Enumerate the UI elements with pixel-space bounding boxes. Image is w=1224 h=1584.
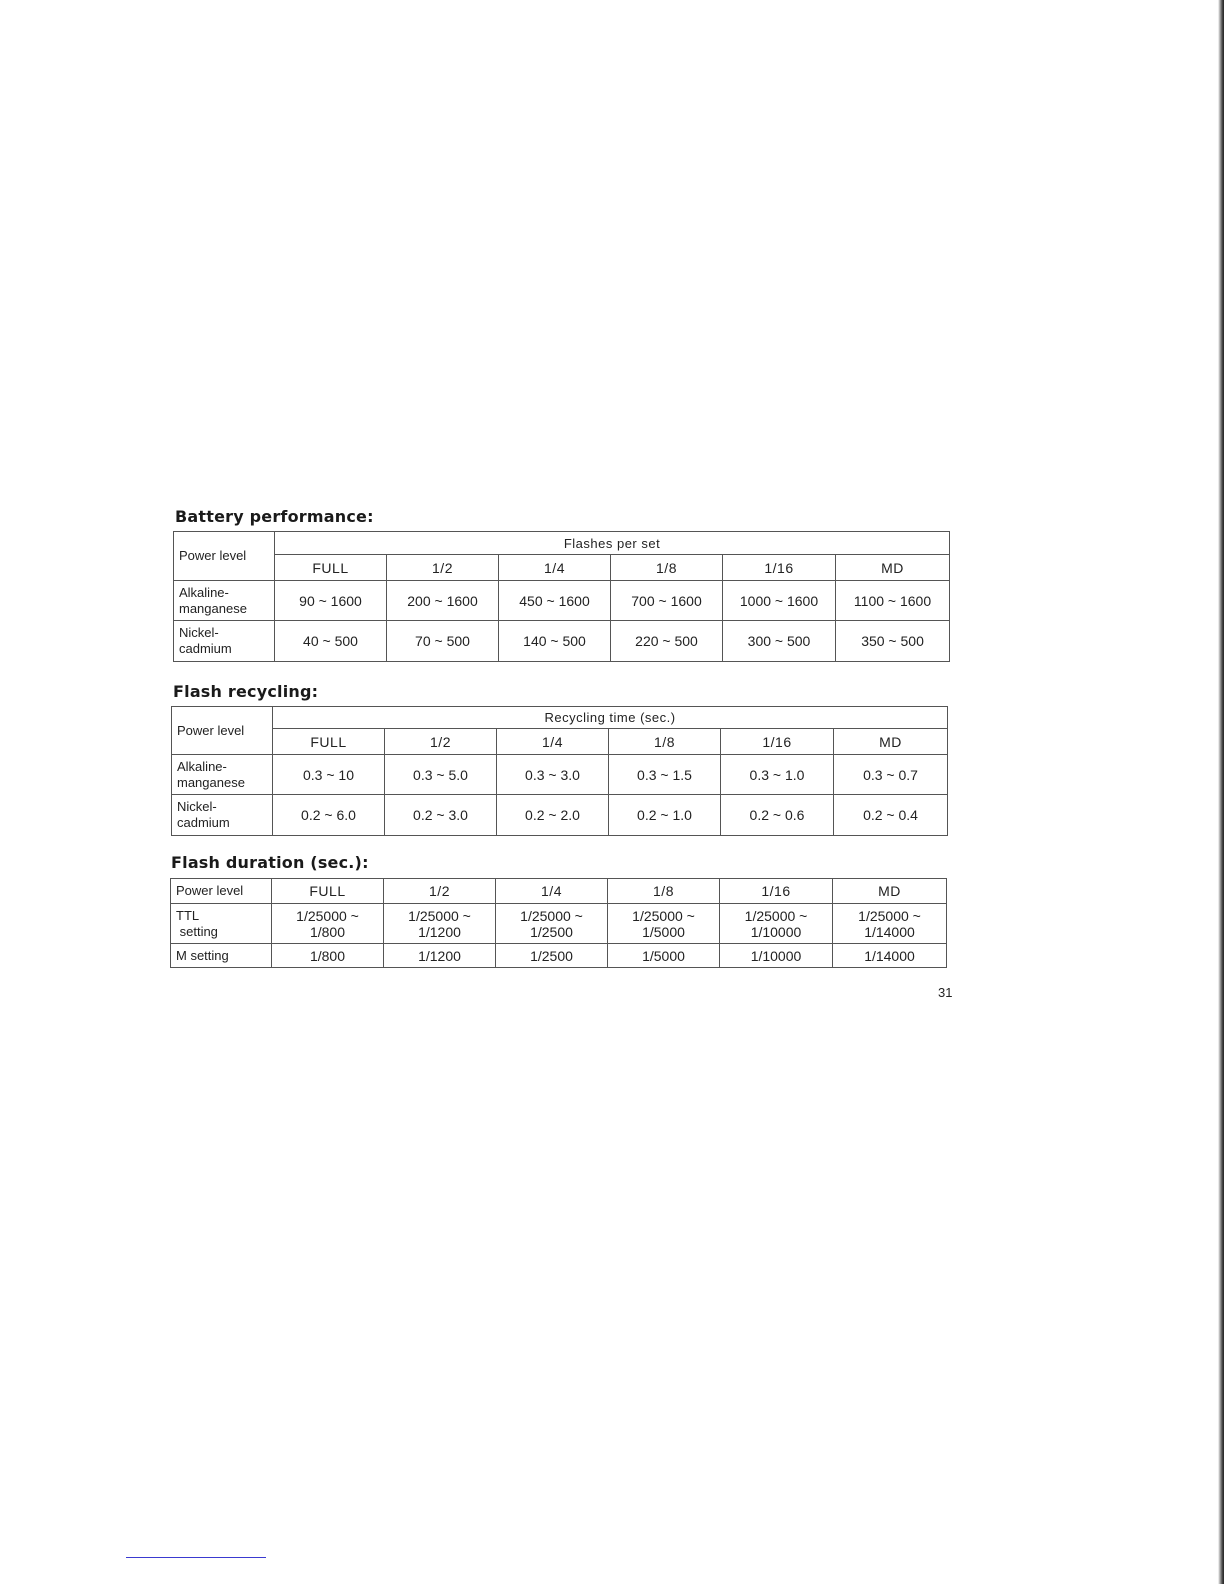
row-header-power-level: Power level [172,707,273,755]
level-1-4: 1/4 [497,729,609,755]
table-cell: 0.3 ~ 3.0 [497,755,609,795]
level-1-4: 1/4 [499,555,611,581]
table-row [172,795,948,836]
table-row [174,581,950,621]
row-label-nickel: Nickel- cadmium [172,795,273,836]
level-1-2: 1/2 [384,879,496,904]
group-header-flashes-per-set: Flashes per set [275,532,950,555]
level-1-2: 1/2 [387,555,499,581]
row-label-nickel: Nickel- cadmium [174,621,275,662]
table-row [174,621,950,662]
table-cell: 1/25000 ~ 1/10000 [720,904,833,944]
table-cell: 200 ~ 1600 [387,581,499,621]
row-header-power-level: Power level [174,532,275,581]
table-cell: 1/25000 ~ 1/1200 [384,904,496,944]
table-cell: 0.3 ~ 5.0 [385,755,497,795]
level-1-16: 1/16 [720,879,833,904]
table-cell: 350 ~ 500 [836,621,950,662]
battery-performance-title: Battery performance: [175,507,374,526]
level-1-8: 1/8 [609,729,721,755]
table-cell: 1/25000 ~ 1/800 [272,904,384,944]
table-cell: 70 ~ 500 [387,621,499,662]
level-1-4: 1/4 [496,879,608,904]
table-cell: 1/1200 [384,944,496,968]
table-cell: 0.2 ~ 1.0 [609,795,721,836]
table-cell: 0.3 ~ 10 [273,755,385,795]
table-cell: 0.2 ~ 3.0 [385,795,497,836]
table-cell: 0.2 ~ 0.4 [834,795,948,836]
flash-recycling-table [171,706,948,836]
row-label-alkaline: Alkaline- manganese [172,755,273,795]
table-cell: 1/25000 ~ 1/14000 [833,904,947,944]
table-row [172,755,948,795]
group-header-recycling-time: Recycling time (sec.) [273,707,948,729]
table-cell: 0.2 ~ 2.0 [497,795,609,836]
table-cell: 1/10000 [720,944,833,968]
row-label-alkaline: Alkaline- manganese [174,581,275,621]
table-cell: 0.3 ~ 1.0 [721,755,834,795]
row-label-m-setting: M setting [171,944,272,968]
page-number: 31 [938,985,953,1000]
table-cell: 1/25000 ~ 1/2500 [496,904,608,944]
level-md: MD [834,729,948,755]
table-cell: 1000 ~ 1600 [723,581,836,621]
table-cell: 300 ~ 500 [723,621,836,662]
table-row [171,944,947,968]
table-cell: 1/2500 [496,944,608,968]
table-cell: 1/800 [272,944,384,968]
table-cell: 0.2 ~ 6.0 [273,795,385,836]
table-cell: 0.3 ~ 0.7 [834,755,948,795]
table-cell: 140 ~ 500 [499,621,611,662]
table-cell: 1/5000 [608,944,720,968]
row-label-ttl-setting: TTL setting [171,904,272,944]
level-1-16: 1/16 [721,729,834,755]
level-full: FULL [272,879,384,904]
table-cell: 1100 ~ 1600 [836,581,950,621]
table-row [171,904,947,944]
table-cell: 90 ~ 1600 [275,581,387,621]
table-cell: 450 ~ 1600 [499,581,611,621]
table-cell: 0.2 ~ 0.6 [721,795,834,836]
flash-recycling-title: Flash recycling: [173,682,319,701]
level-1-8: 1/8 [608,879,720,904]
flash-duration-title: Flash duration (sec.): [171,853,369,872]
row-header-power-level: Power level [171,879,272,904]
table-cell: 700 ~ 1600 [611,581,723,621]
level-full: FULL [273,729,385,755]
table-cell: 40 ~ 500 [275,621,387,662]
table-cell: 1/25000 ~ 1/5000 [608,904,720,944]
table-cell: 220 ~ 500 [611,621,723,662]
battery-performance-table [173,531,950,662]
footnote-rule [126,1557,266,1558]
level-1-16: 1/16 [723,555,836,581]
level-full: FULL [275,555,387,581]
table-cell: 0.3 ~ 1.5 [609,755,721,795]
level-1-2: 1/2 [385,729,497,755]
page-edge-shadow [1218,0,1224,1584]
flash-duration-table [170,878,947,968]
table-cell: 1/14000 [833,944,947,968]
level-1-8: 1/8 [611,555,723,581]
level-md: MD [833,879,947,904]
level-md: MD [836,555,950,581]
